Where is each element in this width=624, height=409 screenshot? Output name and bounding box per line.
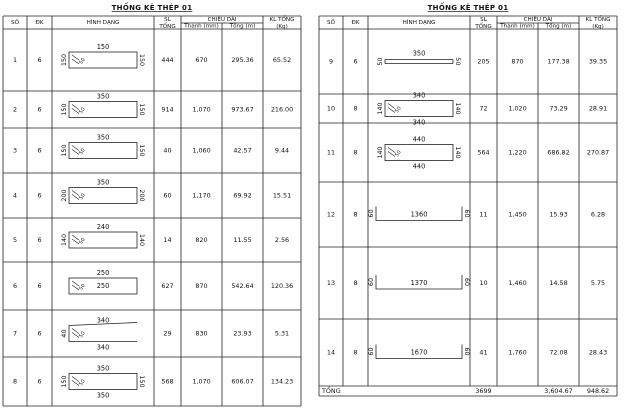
cell-sl: 914 <box>161 105 174 114</box>
cell-tong: 973.67 <box>231 105 254 114</box>
cell-thanh: 1,020 <box>508 104 527 113</box>
header-sl-tong: TỔNG <box>475 24 492 30</box>
table-row <box>13 179 291 204</box>
header-kl-tong: KL TỔNG <box>585 17 611 23</box>
cell-sl: 40 <box>163 146 172 155</box>
dimension-left: 60 <box>367 209 375 218</box>
cell-so: 11 <box>326 148 336 157</box>
cell-thanh: 670 <box>195 56 208 64</box>
cell-kl: 6.28 <box>590 210 606 219</box>
header-sl: SL <box>480 17 487 23</box>
cell-tong: 72.08 <box>549 348 568 357</box>
table-row <box>13 269 293 294</box>
cell-sl: 205 <box>477 57 490 66</box>
header-sl: SL <box>164 17 171 23</box>
header-so: SỐ <box>11 20 19 26</box>
hook-length: 50 <box>78 236 87 246</box>
dimension-bottom: 1370 <box>410 279 428 287</box>
header-tong-m: Tổng (m) <box>229 23 256 30</box>
header-kg: (Kg) <box>592 24 604 30</box>
hook-length: 50 <box>78 147 87 157</box>
hook-length: 50 <box>394 149 403 159</box>
header-thanh: Thanh (mm) <box>184 23 219 30</box>
cell-kl: 39.35 <box>588 57 608 66</box>
header-dk: ĐK <box>351 20 360 26</box>
cell-thanh: 1,060 <box>192 146 211 155</box>
cell-tong: 606.07 <box>231 377 254 386</box>
steel-schedule-table-1 <box>0 0 306 409</box>
dimension-left: 150 <box>60 103 68 116</box>
dimension-right: 140 <box>454 102 462 115</box>
cell-kl: 28.43 <box>588 348 608 357</box>
header-dk: ĐK <box>35 20 44 26</box>
header-thanh: Thanh (mm) <box>500 23 535 30</box>
dimension-top: 340 <box>412 91 426 100</box>
dimension-bottom: 340 <box>96 343 110 352</box>
cell-sl: 29 <box>163 329 172 338</box>
cell-dk: 6 <box>37 105 42 114</box>
header-kg: (Kg) <box>276 24 288 30</box>
hook-length: 50 <box>78 282 87 292</box>
cell-so: 2 <box>12 105 18 114</box>
cell-sl: 11 <box>479 210 488 219</box>
hook-length: 50 <box>78 378 87 388</box>
table-row <box>327 207 605 221</box>
cell-kl: 5.31 <box>274 329 290 338</box>
cell-thanh: 1,070 <box>192 105 211 114</box>
table-row <box>329 50 607 66</box>
cell-so: 12 <box>326 210 336 219</box>
cell-thanh: 1,070 <box>192 377 211 386</box>
cell-tong: 23.93 <box>233 329 252 338</box>
cell-dk: 8 <box>353 279 358 287</box>
header-hinh-dang: HÌNH DẠNG <box>86 20 120 26</box>
cell-so: 6 <box>12 282 18 290</box>
cell-thanh: 1,760 <box>508 348 527 357</box>
cell-thanh: 1,170 <box>192 191 211 200</box>
cell-dk: 8 <box>353 210 358 219</box>
cell-so: 5 <box>12 236 18 244</box>
cell-sl: 60 <box>163 191 172 200</box>
dimension-right: 200 <box>138 189 146 202</box>
cell-dk: 6 <box>37 329 42 338</box>
cell-sl: 568 <box>161 377 174 386</box>
dimension-top: 250 <box>96 269 110 277</box>
cell-dk: 6 <box>37 146 42 155</box>
cell-dk: 6 <box>37 191 42 200</box>
cell-tong: 15.93 <box>549 210 568 219</box>
cell-kl: 216.00 <box>270 105 294 114</box>
cell-thanh: 870 <box>511 57 524 66</box>
total-row <box>321 385 609 395</box>
cell-so: 10 <box>326 104 336 113</box>
header-chieu-dai: CHIỀU DÀI <box>523 17 553 23</box>
flat-bar-shape <box>385 60 453 64</box>
cell-thanh: 1,450 <box>508 210 527 219</box>
dimension-top: 350 <box>96 133 110 142</box>
cell-so: 7 <box>12 329 18 338</box>
dimension-right: 140 <box>454 146 462 159</box>
header-sl-tong: TỔNG <box>159 24 176 30</box>
cell-so: 4 <box>12 191 18 200</box>
header-so: SỐ <box>327 20 335 26</box>
cell-so: 8 <box>12 377 18 386</box>
dimension-left: 60 <box>367 277 375 287</box>
dimension-left: 140 <box>376 146 384 159</box>
dimension-bottom: 250 <box>96 282 110 290</box>
cell-dk: 6 <box>37 282 42 290</box>
table-title: THỐNG KÊ THÉP 01 <box>111 4 193 12</box>
dimension-top: 350 <box>96 92 110 101</box>
cell-tong: 69.92 <box>233 191 252 200</box>
cell-kl: 9.44 <box>274 146 290 155</box>
cell-so: 1 <box>12 56 18 64</box>
cell-kl: 65.52 <box>272 56 292 64</box>
table-row <box>13 93 293 118</box>
cell-kl: 134.23 <box>270 377 294 386</box>
cell-thanh: 830 <box>195 329 208 338</box>
cell-thanh: 1,460 <box>508 279 527 287</box>
table-row <box>13 43 291 68</box>
cell-dk: 6 <box>353 57 358 66</box>
dimension-right: 50 <box>454 57 462 66</box>
cell-so: 9 <box>328 57 334 66</box>
dimension-right: 60 <box>463 347 471 356</box>
total-kl: 948.62 <box>586 387 610 395</box>
hook-length: 50 <box>78 330 87 340</box>
dimension-left: 150 <box>60 53 68 67</box>
dimension-top: 340 <box>96 316 110 325</box>
cell-thanh: 1,220 <box>508 148 527 157</box>
cell-so: 13 <box>326 279 336 287</box>
dimension-bottom: 440 <box>412 162 426 171</box>
dimension-top: 440 <box>412 135 426 144</box>
cell-tong: 295.36 <box>231 56 254 64</box>
hook-length: 50 <box>78 56 87 66</box>
cell-tong: 42.57 <box>233 146 252 155</box>
table-row <box>327 136 609 171</box>
dimension-right: 150 <box>138 53 146 67</box>
header-kl-tong: KL TỔNG <box>269 17 295 23</box>
header-chieu-dai: CHIỀU DÀI <box>207 17 237 23</box>
cell-tong: 73.29 <box>549 104 568 113</box>
cell-kl: 5.75 <box>590 279 606 287</box>
cell-tong: 686.82 <box>547 148 570 157</box>
dimension-bottom: 1670 <box>410 348 428 357</box>
cell-sl: 14 <box>163 236 172 244</box>
dimension-right: 150 <box>138 375 146 388</box>
sheet-right <box>316 0 622 409</box>
dimension-top: 350 <box>96 364 110 373</box>
header-hinh-dang: HÌNH DẠNG <box>402 20 436 26</box>
cell-tong: 177.38 <box>547 57 570 66</box>
cell-dk: 8 <box>353 148 358 157</box>
cell-so: 14 <box>326 348 336 357</box>
dimension-right: 150 <box>138 144 146 157</box>
cell-dk: 8 <box>353 104 358 113</box>
cell-sl: 444 <box>161 56 174 64</box>
dimension-bottom: 340 <box>412 118 426 127</box>
cell-kl: 2.56 <box>274 236 290 244</box>
total-sl: 3699 <box>475 387 492 395</box>
cell-sl: 627 <box>161 282 174 290</box>
table-row <box>13 365 293 400</box>
total-tong: 3,604.67 <box>544 387 573 395</box>
hook-length: 50 <box>78 192 87 202</box>
cell-thanh: 820 <box>195 236 208 244</box>
cell-sl: 41 <box>479 348 488 357</box>
dimension-left: 150 <box>60 144 68 157</box>
cell-kl: 120.36 <box>270 282 294 290</box>
cell-kl: 270.87 <box>586 148 610 157</box>
dimension-top: 240 <box>96 223 110 231</box>
dimension-top: 150 <box>96 43 110 51</box>
hook-length: 50 <box>78 106 87 116</box>
table-row <box>13 134 289 159</box>
hook-length: 50 <box>394 105 403 115</box>
table-title: THỐNG KÊ THÉP 01 <box>427 4 509 12</box>
cell-sl: 10 <box>479 279 488 287</box>
table-row <box>13 223 289 248</box>
table-row <box>327 275 605 289</box>
dimension-left: 150 <box>60 375 68 388</box>
dimension-right: 140 <box>138 233 146 247</box>
bent-bar-shape <box>69 323 137 342</box>
total-label: TỔNG <box>322 387 341 395</box>
dimension-left: 40 <box>60 329 68 338</box>
dimension-right: 60 <box>463 277 471 287</box>
dimension-right: 150 <box>138 103 146 116</box>
dimension-right: 60 <box>463 209 471 218</box>
table-row <box>13 317 289 352</box>
cell-sl: 72 <box>479 104 488 113</box>
cell-dk: 6 <box>37 236 42 244</box>
dimension-left: 140 <box>60 233 68 247</box>
cell-dk: 6 <box>37 377 42 386</box>
cell-kl: 28.91 <box>588 104 608 113</box>
dimension-left: 140 <box>376 102 384 115</box>
dimension-bottom: 1360 <box>410 210 428 219</box>
cell-dk: 8 <box>353 348 358 357</box>
header-tong-m: Tổng (m) <box>545 23 572 30</box>
dimension-bottom: 350 <box>96 391 110 400</box>
cell-so: 3 <box>12 146 18 155</box>
dimension-left: 50 <box>376 57 384 66</box>
cell-sl: 564 <box>477 148 490 157</box>
table-row <box>327 92 607 127</box>
table-row <box>327 345 607 359</box>
dimension-top: 350 <box>412 49 426 58</box>
cell-kl: 15.51 <box>272 191 292 200</box>
cell-tong: 14.58 <box>549 279 568 287</box>
cell-tong: 542.64 <box>231 282 254 290</box>
dimension-top: 350 <box>96 178 110 187</box>
sheet-left <box>0 0 306 409</box>
cell-tong: 11.55 <box>233 236 252 244</box>
dimension-left: 200 <box>60 189 68 202</box>
cell-thanh: 870 <box>195 282 208 290</box>
cell-dk: 6 <box>37 56 42 64</box>
steel-schedule-table-2 <box>316 0 622 409</box>
dimension-left: 60 <box>367 347 375 356</box>
